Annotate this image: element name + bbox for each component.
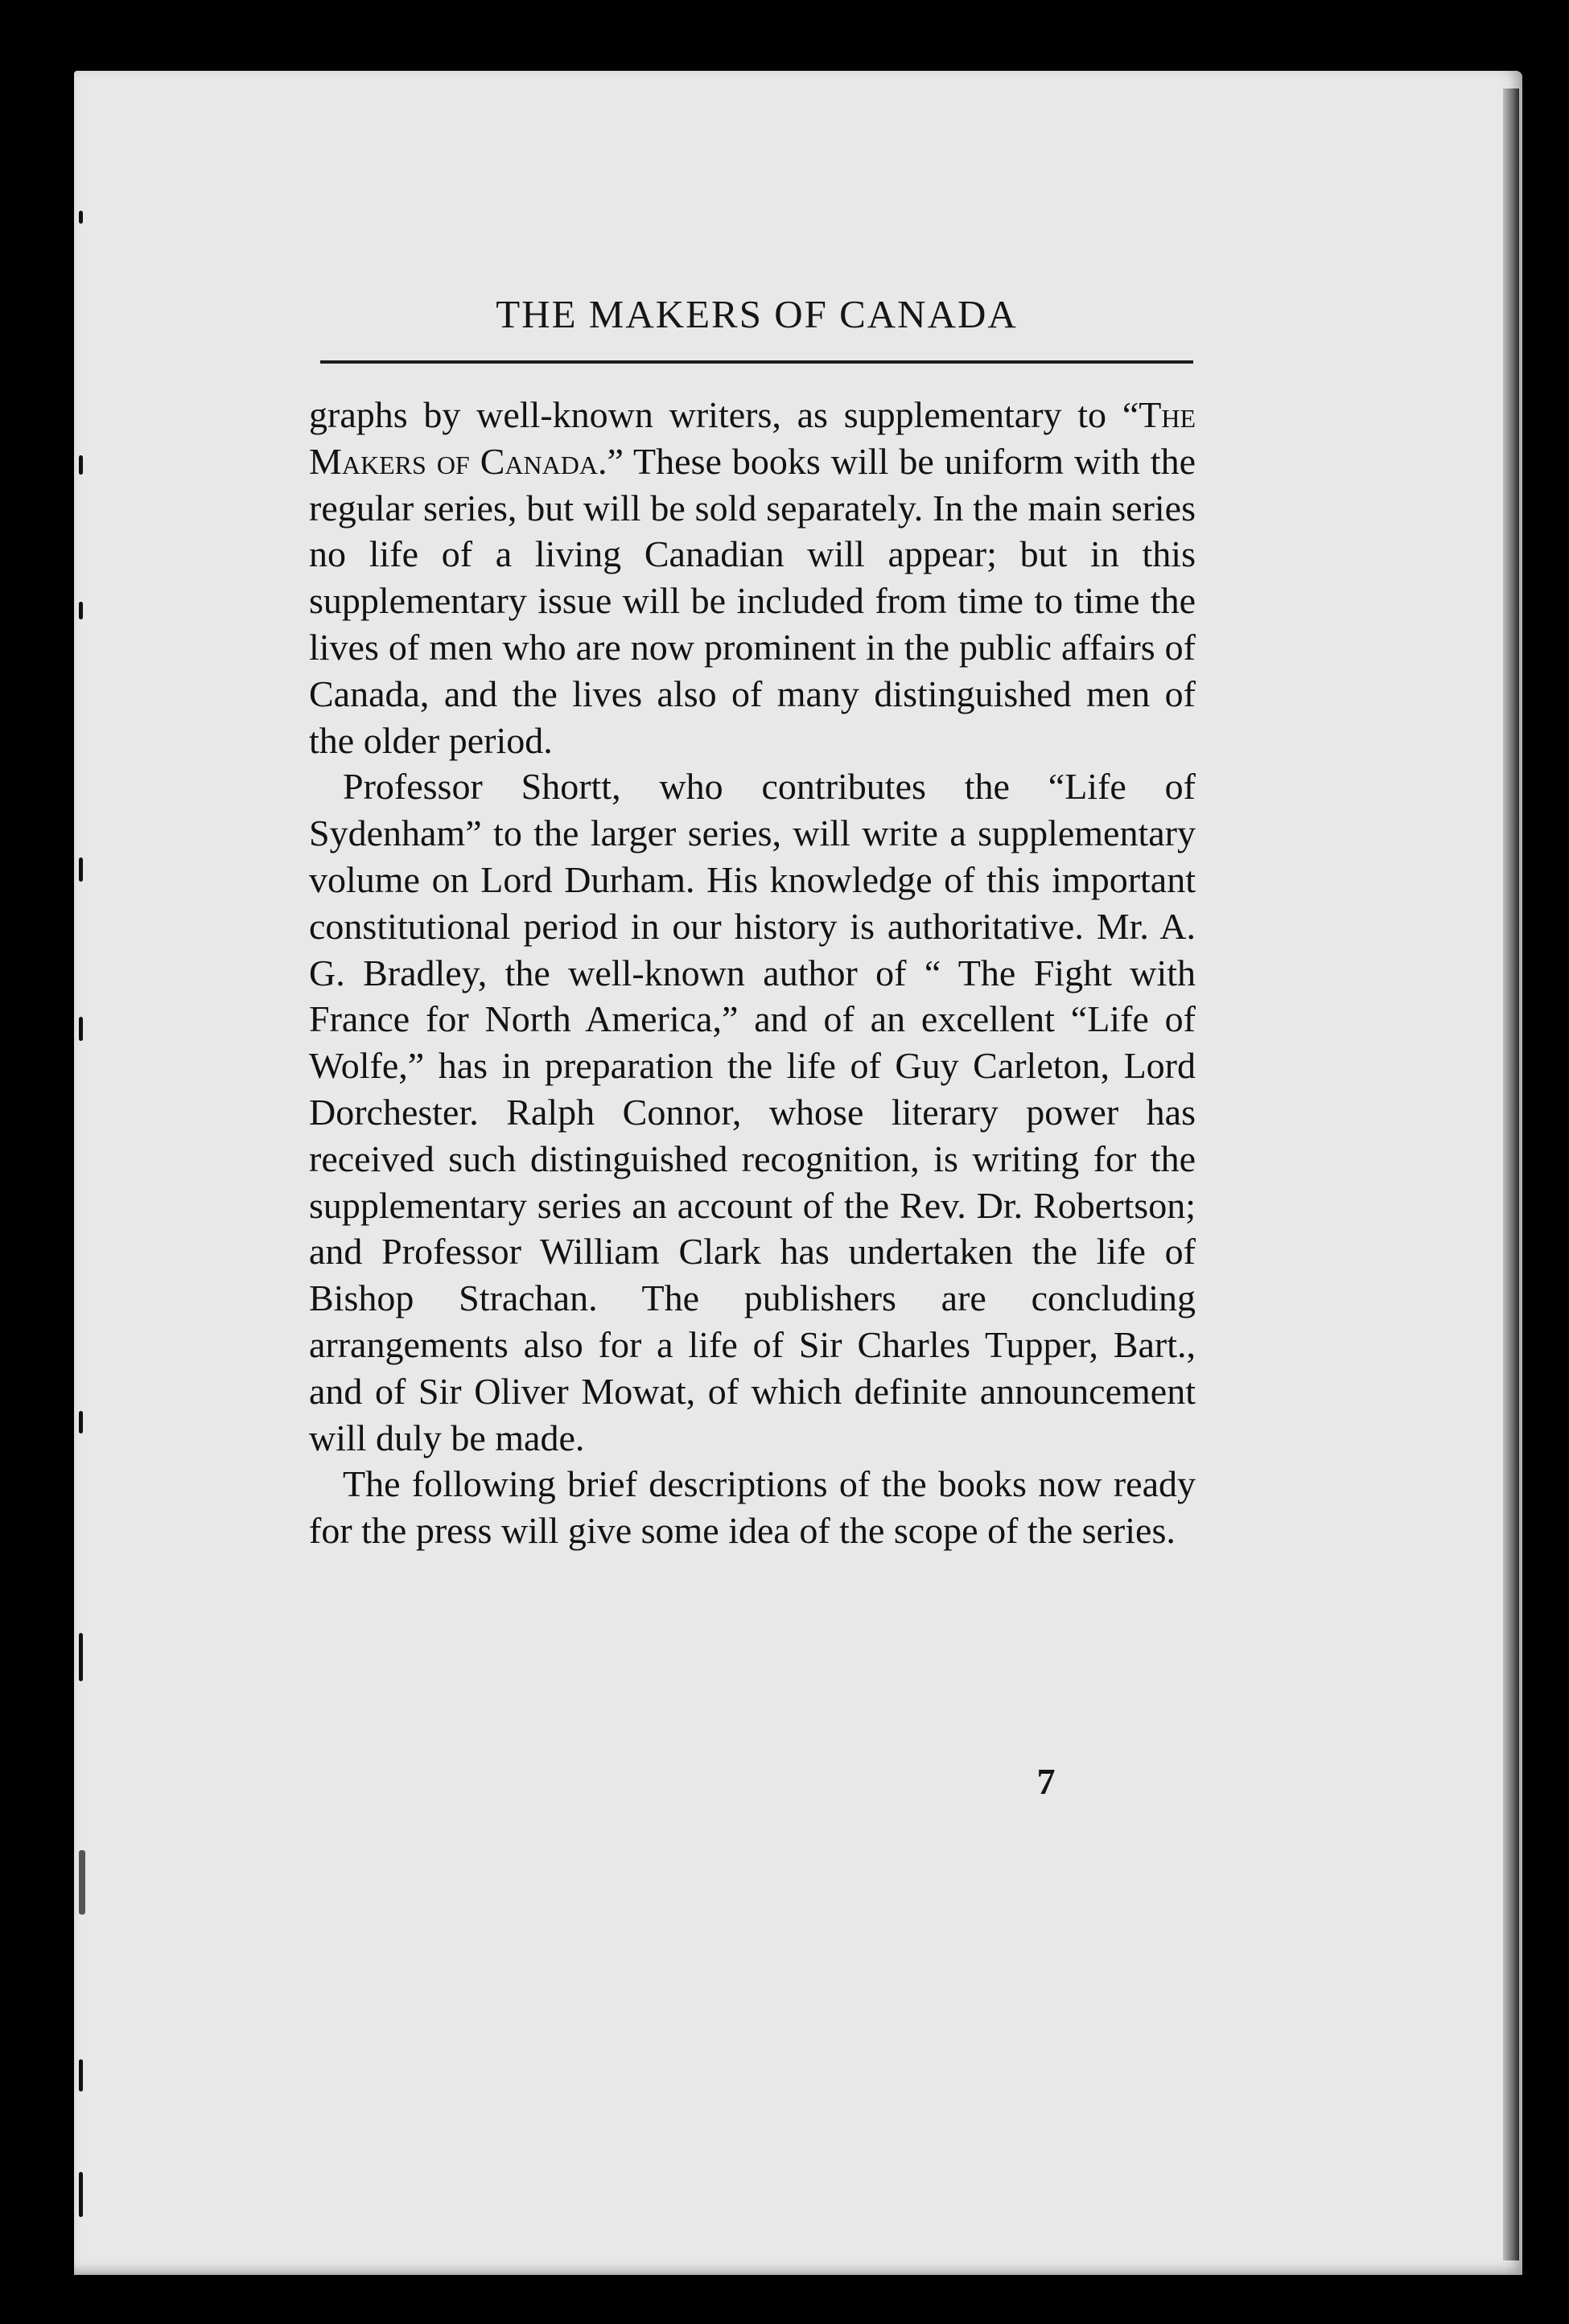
paragraph-1-text-a: graphs by well-known writers, as supplementary to “ <box>309 394 1139 435</box>
gutter-mark <box>79 2059 83 2092</box>
series-title-small-caps: The Makers of Canada <box>309 394 1196 482</box>
gutter-mark <box>79 455 83 475</box>
running-head: THE MAKERS OF CANADA <box>496 292 1018 336</box>
gutter-mark <box>79 1411 83 1433</box>
page-number: 7 <box>1036 1761 1056 1802</box>
gutter-smudge <box>79 1850 85 1915</box>
page-edge-shadow <box>1503 88 1519 2260</box>
paragraph-1-text-c: .” These books will be uniform with the regular series, but will be sold separately. In the main series no life of a living Canadian will appear; but in this supplementary issue will be included from time to time the lives of men who are now prominent in the public affairs of Canada, and the lives also of many distinguished men of the older period. <box>309 440 1196 761</box>
gutter-mark <box>79 1633 83 1681</box>
gutter-mark <box>79 211 83 224</box>
paragraph-1 <box>309 392 1196 763</box>
paragraph-2: Professor Shortt, who contributes the “Life of Sydenham” to the larger series, will write a supplementary volume on Lord Durham. His knowledge of this important constitutional period in our history is authoritative. Mr. A. G. Bradley, the well-known author of “ The Fight with France for North America,” and of an excellent “Life of Wolfe,” has in preparation the life of Guy Carleton, Lord Dorchester. Ralph Connor, whose literary power has received such distinguished recognition, is writing for the supplementary series an account of the Rev. Dr. Robertson; and Professor William Clark has undertaken the life of Bishop Strachan. The publishers are concluding arrangements also for a life of Sir Charles Tupper, Bart., and of Sir Oliver Mowat, of which definite announcement will duly be made. <box>309 766 1196 1458</box>
running-head-rule <box>320 360 1193 364</box>
gutter-mark <box>79 602 83 619</box>
body-text <box>309 392 1196 1554</box>
paragraph-3: The following brief descriptions of the books now ready for the press will give some idea of the scope of the series. <box>309 1463 1196 1552</box>
gutter-mark <box>79 2172 83 2217</box>
gutter-mark <box>79 1017 83 1041</box>
gutter-mark <box>79 858 83 882</box>
